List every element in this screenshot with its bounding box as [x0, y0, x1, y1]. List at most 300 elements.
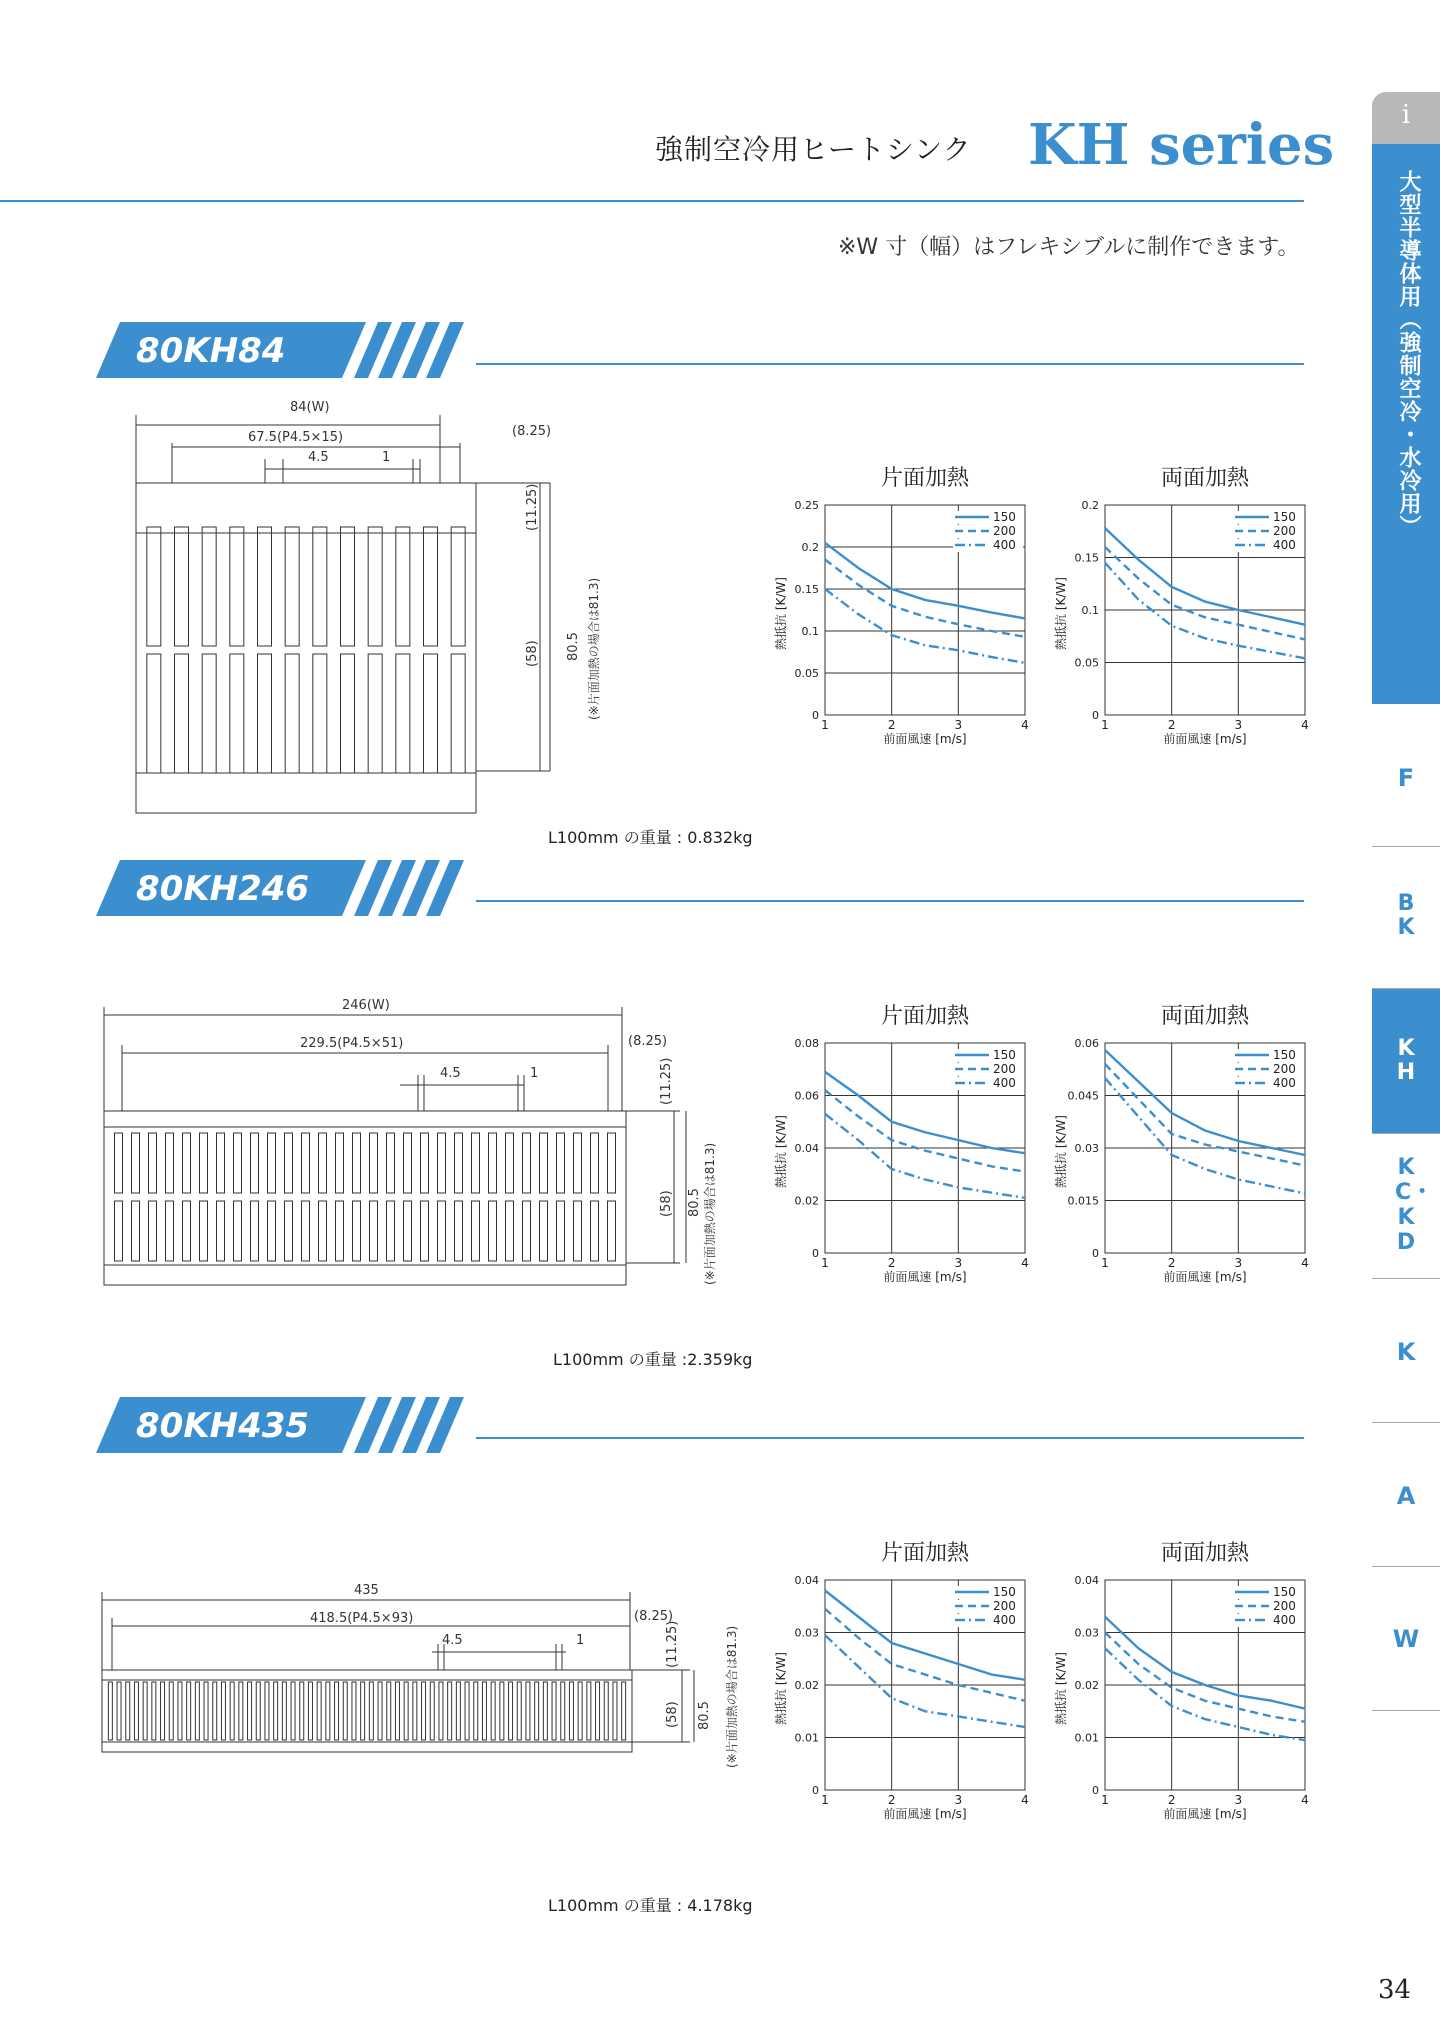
tab-separator [1372, 1133, 1440, 1134]
tab-kc-kd[interactable] [1372, 1155, 1440, 1255]
fin [166, 1133, 174, 1193]
x-tick-label: 3 [1234, 1256, 1243, 1270]
x-tick-label: 1 [821, 1256, 829, 1270]
fin [491, 1682, 495, 1740]
fin [291, 1682, 295, 1740]
chart-title: 両面加熱 [1160, 466, 1250, 491]
fin [506, 1133, 514, 1193]
fin [413, 1682, 417, 1740]
x-tick-label: 3 [954, 718, 963, 732]
fin [604, 1682, 608, 1740]
fin [506, 1201, 514, 1261]
fin [175, 654, 189, 773]
section-divider [476, 900, 1304, 902]
y-axis-label: 熱抵抗 [K/W] [1054, 577, 1068, 650]
legend-label: 200 [1273, 1599, 1296, 1613]
fin [368, 527, 382, 646]
weight-kh84: L100mm の重量 : 0.832kg [548, 828, 753, 847]
fin [202, 654, 216, 773]
y-tick-label: 0.2 [801, 541, 819, 554]
fin [230, 1682, 234, 1740]
dim-fin: 1 [576, 1633, 585, 1648]
y-tick-label: 0.045 [1067, 1089, 1099, 1103]
dim-fin-pitch: 4.5 [440, 1066, 461, 1081]
x-tick-label: 2 [1167, 718, 1176, 732]
x-tick-label: 3 [1234, 1793, 1243, 1807]
fin [143, 1682, 147, 1740]
chart-title: 片面加熱 [880, 1004, 970, 1029]
legend-label: 400 [993, 538, 1016, 552]
series-title: KH series [1028, 112, 1335, 178]
y-axis-label: 熱抵抗 [K/W] [1054, 1115, 1068, 1188]
fin [368, 654, 382, 773]
fin [500, 1682, 504, 1740]
fin [268, 1133, 276, 1193]
tab-kh[interactable] [1372, 1037, 1440, 1085]
width-note: ※W 寸（幅）はフレキシブルに制作できます。 [838, 235, 1300, 260]
fin [217, 1133, 225, 1193]
y-tick-label: 0.04 [794, 1142, 819, 1155]
x-tick-label: 2 [1167, 1793, 1176, 1807]
y-tick-label: 0.06 [1074, 1037, 1099, 1050]
tab-separator [1372, 1278, 1440, 1279]
x-axis-label: 前面風速 [m/s] [883, 1807, 967, 1821]
y-tick-label: 0.03 [1074, 1626, 1099, 1640]
fin [422, 1682, 426, 1740]
fin [404, 1133, 412, 1193]
fin [421, 1201, 429, 1261]
fin [578, 1682, 582, 1740]
chart-kh246-single [760, 993, 1040, 1293]
fin [213, 1682, 217, 1740]
fin [552, 1682, 556, 1740]
x-tick-label: 1 [1101, 718, 1109, 732]
dim-top: (11.25) [525, 483, 540, 531]
drawing-kh246 [100, 995, 720, 1295]
header-divider [0, 200, 1304, 202]
x-tick-label: 2 [887, 1793, 896, 1807]
dim-fin: 1 [530, 1066, 539, 1081]
y-tick-label: 0.015 [1067, 1194, 1099, 1208]
fin [353, 1201, 361, 1261]
x-tick-label: 4 [1301, 718, 1309, 732]
fin [149, 1201, 157, 1261]
fin-array [147, 527, 465, 773]
y-tick-label: 0.25 [794, 499, 819, 512]
fin [336, 1133, 344, 1193]
dim-width: 246(W) [342, 998, 390, 1013]
fin [200, 1201, 208, 1261]
fin [152, 1682, 156, 1740]
chart-kh435-single [760, 1530, 1040, 1830]
dim-fin-pitch: 4.5 [308, 450, 329, 465]
fin [424, 527, 438, 646]
fin [523, 1201, 531, 1261]
drawing-kh435 [100, 1578, 740, 1778]
fin [258, 654, 272, 773]
fin [149, 1133, 157, 1193]
legend-label: 400 [993, 1076, 1016, 1090]
fin [369, 1682, 373, 1740]
fin [608, 1201, 616, 1261]
fin [540, 1201, 548, 1261]
y-tick-label: 0.08 [794, 1037, 819, 1050]
legend-label: 200 [1273, 524, 1296, 538]
fin [396, 654, 410, 773]
fin [596, 1682, 600, 1740]
y-tick-label: 0 [1092, 1247, 1099, 1260]
fin [187, 1682, 191, 1740]
x-tick-label: 2 [887, 718, 896, 732]
dim-pitch: 418.5(P4.5×93) [310, 1611, 414, 1626]
y-tick-label: 0.15 [794, 583, 819, 596]
y-tick-label: 0.03 [794, 1626, 819, 1640]
fin [313, 654, 327, 773]
chart-title: 両面加熱 [1160, 1541, 1250, 1566]
fin [557, 1201, 565, 1261]
weight-kh435: L100mm の重量 : 4.178kg [548, 1896, 753, 1915]
tab-bk[interactable] [1372, 892, 1440, 940]
x-tick-label: 1 [1101, 1256, 1109, 1270]
legend-label: 150 [1273, 1585, 1296, 1599]
fin [248, 1682, 252, 1740]
fin [569, 1682, 573, 1740]
tab-bk-label: BK [1397, 891, 1415, 940]
fin [456, 1682, 460, 1740]
dim-h80: 80.5 [687, 1188, 702, 1217]
legend-label: 150 [1273, 510, 1296, 524]
dim-width: 84(W) [290, 400, 330, 415]
fin [230, 527, 244, 646]
section-divider [476, 363, 1304, 365]
dim-side: (8.25) [512, 424, 552, 439]
y-axis-label: 熱抵抗 [K/W] [774, 577, 788, 650]
fin [489, 1133, 497, 1193]
fin [251, 1133, 259, 1193]
fin [319, 1133, 327, 1193]
y-tick-label: 0.03 [1074, 1142, 1099, 1155]
fin [234, 1201, 242, 1261]
fin [517, 1682, 521, 1740]
series-line-150 [825, 543, 1025, 619]
y-tick-label: 0.04 [794, 1574, 819, 1587]
dim-fin-pitch: 4.5 [442, 1633, 463, 1648]
fin [282, 1682, 286, 1740]
fin [543, 1682, 547, 1740]
dim-h58: (58) [665, 1701, 680, 1728]
fin [509, 1682, 513, 1740]
fin [455, 1133, 463, 1193]
dim-h58: (58) [525, 640, 540, 667]
fin [474, 1682, 478, 1740]
fin [482, 1682, 486, 1740]
fin [335, 1682, 339, 1740]
series-line-200 [1105, 547, 1305, 639]
tab-a[interactable]: A [1396, 1482, 1416, 1510]
fin [439, 1682, 443, 1740]
y-tick-label: 0.04 [1074, 1574, 1099, 1587]
fin [239, 1682, 243, 1740]
dim-note: (※片面加熱の場合は81.3) [587, 577, 601, 720]
fin [370, 1201, 378, 1261]
x-tick-label: 1 [821, 718, 829, 732]
fin [134, 1682, 138, 1740]
chart-kh246-double [1040, 993, 1320, 1293]
dim-h80: 80.5 [697, 1701, 712, 1730]
fin [438, 1201, 446, 1261]
page-number: 34 [1378, 1975, 1412, 2005]
fin [183, 1201, 191, 1261]
y-tick-label: 0.02 [1074, 1679, 1099, 1692]
fin [285, 527, 299, 646]
tab-separator [1372, 1710, 1440, 1711]
fin [326, 1682, 330, 1740]
fin [313, 527, 327, 646]
fin [526, 1682, 530, 1740]
x-axis-label: 前面風速 [m/s] [1163, 1270, 1247, 1284]
legend-label: 200 [993, 524, 1016, 538]
fin [557, 1133, 565, 1193]
fin [285, 654, 299, 773]
fin [387, 1133, 395, 1193]
legend-label: 150 [993, 1048, 1016, 1062]
section-title: 80KH435 [136, 1406, 310, 1446]
section-banner-kh246 [96, 860, 480, 916]
fin [341, 527, 355, 646]
y-axis-label: 熱抵抗 [K/W] [1054, 1652, 1068, 1725]
legend-label: 150 [1273, 1048, 1296, 1062]
fin [472, 1201, 480, 1261]
fin [370, 1133, 378, 1193]
fin [336, 1201, 344, 1261]
fin [587, 1682, 591, 1740]
dim-h58: (58) [659, 1190, 674, 1217]
series-line-400 [825, 1635, 1025, 1727]
series-line-150 [1105, 1617, 1305, 1709]
fin [591, 1133, 599, 1193]
chart-title: 両面加熱 [1160, 1004, 1250, 1029]
y-tick-label: 0.05 [1074, 656, 1099, 670]
x-tick-label: 4 [1021, 1793, 1029, 1807]
sidebar-tabs [1372, 92, 1440, 1712]
fin [395, 1682, 399, 1740]
fin [396, 527, 410, 646]
y-tick-label: 0.15 [1074, 551, 1099, 565]
fin [451, 527, 465, 646]
series-line-200 [825, 560, 1025, 637]
fin [352, 1682, 356, 1740]
fin [317, 1682, 321, 1740]
tab-kh-label: KH [1396, 1036, 1416, 1085]
fin [268, 1201, 276, 1261]
fin [608, 1133, 616, 1193]
fin [448, 1682, 452, 1740]
x-axis-label: 前面風速 [m/s] [883, 1270, 967, 1284]
fin [200, 1133, 208, 1193]
fin [424, 654, 438, 773]
dim-note: (※片面加熱の場合は81.3) [703, 1142, 717, 1285]
fin-array [108, 1682, 625, 1740]
fin [438, 1133, 446, 1193]
y-axis-label: 熱抵抗 [K/W] [774, 1652, 788, 1725]
fin [234, 1133, 242, 1193]
tab-w[interactable]: W [1392, 1625, 1420, 1653]
fin [178, 1682, 182, 1740]
fin [378, 1682, 382, 1740]
x-axis-label: 前面風速 [m/s] [1163, 732, 1247, 746]
legend-label: 150 [993, 1585, 1016, 1599]
fin [455, 1201, 463, 1261]
legend-label: 400 [1273, 1076, 1296, 1090]
tab-k[interactable]: K [1396, 1338, 1416, 1366]
weight-kh246: L100mm の重量 :2.359kg [553, 1350, 753, 1369]
fin [117, 1682, 121, 1740]
fin [622, 1682, 626, 1740]
fin [258, 527, 272, 646]
y-tick-label: 0 [812, 709, 819, 722]
tab-separator [1372, 1566, 1440, 1567]
fin [285, 1133, 293, 1193]
fin [132, 1201, 140, 1261]
x-tick-label: 1 [821, 1793, 829, 1807]
fin [472, 1133, 480, 1193]
x-tick-label: 3 [1234, 718, 1243, 732]
fin [451, 654, 465, 773]
legend-label: 400 [1273, 538, 1296, 552]
dim-side: (8.25) [634, 1609, 674, 1624]
fin [202, 527, 216, 646]
legend-label: 200 [993, 1062, 1016, 1076]
fin [166, 1201, 174, 1261]
fin [535, 1682, 539, 1740]
legend-label: 400 [1273, 1613, 1296, 1627]
dim-width: 435 [354, 1583, 379, 1598]
chart-title: 片面加熱 [880, 1541, 970, 1566]
fin [300, 1682, 304, 1740]
x-tick-label: 3 [954, 1256, 963, 1270]
fin [147, 527, 161, 646]
fin [265, 1682, 269, 1740]
y-tick-label: 0.01 [1074, 1731, 1099, 1745]
y-tick-label: 0 [1092, 1784, 1099, 1797]
fin [540, 1133, 548, 1193]
fin [574, 1133, 582, 1193]
chart-kh84-single [760, 455, 1040, 755]
y-tick-label: 0.02 [794, 1194, 819, 1208]
fin-array [115, 1133, 616, 1261]
fin [183, 1133, 191, 1193]
x-tick-label: 2 [887, 1256, 896, 1270]
page-subtitle: 強制空冷用ヒートシンク [655, 133, 972, 166]
tab-separator [1372, 846, 1440, 847]
tab-separator [1372, 1422, 1440, 1423]
x-tick-label: 3 [954, 1793, 963, 1807]
y-tick-label: 0.05 [794, 667, 819, 680]
x-tick-label: 4 [1301, 1256, 1309, 1270]
fin [421, 1133, 429, 1193]
fin [404, 1201, 412, 1261]
dim-top: (11.25) [665, 1620, 680, 1668]
y-tick-label: 0.01 [794, 1731, 819, 1745]
fin [175, 527, 189, 646]
series-line-200 [825, 1090, 1025, 1171]
section-banner-kh435 [96, 1397, 480, 1453]
fin [285, 1201, 293, 1261]
fin [217, 1201, 225, 1261]
fin [308, 1682, 312, 1740]
tab-kc-kd-label: KC・KD [1395, 1155, 1434, 1255]
x-axis-label: 前面風速 [m/s] [883, 732, 967, 746]
fin [195, 1682, 199, 1740]
fin [574, 1201, 582, 1261]
fin [341, 654, 355, 773]
fin [430, 1682, 434, 1740]
y-tick-label: 0 [812, 1247, 819, 1260]
fin [353, 1133, 361, 1193]
section-divider [476, 1437, 1304, 1439]
fin [404, 1682, 408, 1740]
legend-label: 200 [993, 1599, 1016, 1613]
legend-label: 150 [993, 510, 1016, 524]
x-tick-label: 4 [1021, 718, 1029, 732]
drawing-kh84 [120, 395, 620, 835]
fin [489, 1201, 497, 1261]
y-tick-label: 0.1 [801, 625, 819, 638]
section-title: 80KH246 [136, 869, 310, 909]
fin [274, 1682, 278, 1740]
fin [343, 1682, 347, 1740]
dim-h80: 80.5 [566, 632, 581, 661]
fin [302, 1201, 310, 1261]
legend-label: 400 [993, 1613, 1016, 1627]
sidebar-vertical-title: 大型半導体用（強制空冷・水冷用） [1396, 170, 1421, 538]
y-tick-label: 0 [812, 1784, 819, 1797]
y-tick-label: 0.1 [1081, 604, 1099, 617]
chart-title: 片面加熱 [880, 466, 970, 491]
fin [256, 1682, 260, 1740]
fin [115, 1201, 123, 1261]
y-tick-label: 0 [1092, 709, 1099, 722]
dim-note: (※片面加熱の場合は81.3) [725, 1625, 739, 1768]
fin [387, 1201, 395, 1261]
legend-label: 200 [1273, 1062, 1296, 1076]
section-banner-kh84 [96, 322, 480, 378]
fin [230, 654, 244, 773]
dim-side: (8.25) [628, 1034, 668, 1049]
tab-f[interactable]: F [1397, 764, 1415, 792]
y-tick-label: 0.02 [794, 1679, 819, 1692]
fin [251, 1201, 259, 1261]
section-title: 80KH84 [136, 331, 286, 371]
chart-kh435-double [1040, 1530, 1320, 1830]
x-tick-label: 4 [1021, 1256, 1029, 1270]
fin [126, 1682, 130, 1740]
fin [204, 1682, 208, 1740]
fin [523, 1133, 531, 1193]
fin [613, 1682, 617, 1740]
dim-pitch: 67.5(P4.5×15) [248, 430, 344, 445]
x-tick-label: 1 [1101, 1793, 1109, 1807]
fin [169, 1682, 173, 1740]
y-axis-label: 熱抵抗 [K/W] [774, 1115, 788, 1188]
fin [561, 1682, 565, 1740]
series-line-400 [825, 1114, 1025, 1198]
dim-pitch: 229.5(P4.5×51) [300, 1036, 404, 1051]
fin [465, 1682, 469, 1740]
fin [591, 1201, 599, 1261]
x-tick-label: 2 [1167, 1256, 1176, 1270]
fin [387, 1682, 391, 1740]
